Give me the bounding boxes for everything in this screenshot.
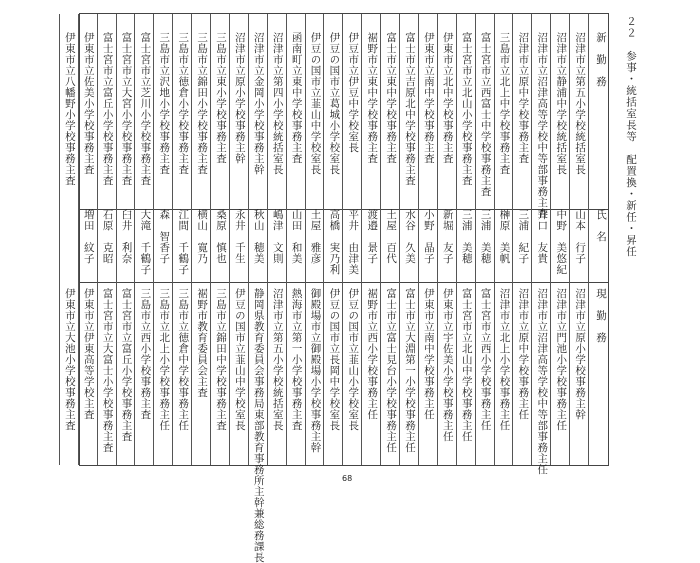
name-cell: 榊原 美帆: [498, 209, 511, 264]
table-row: [361, 14, 380, 465]
table-row: [59, 14, 78, 465]
name-cell: 新堀 友子: [441, 209, 454, 264]
current-post-cell: 沼津市立原中学校事務主任: [517, 288, 530, 420]
name-cell: 中野 美悠紀: [555, 209, 568, 275]
page-number: 68: [342, 474, 353, 483]
name-cell: 小野 晶子: [422, 209, 435, 264]
table-row: [248, 14, 267, 563]
table-row: [78, 14, 97, 465]
new-post-cell: 伊豆の国市立韮山中学校室長: [309, 32, 322, 175]
name-cell: 横山 寛乃: [196, 209, 209, 264]
table-row: [267, 14, 286, 465]
table-row: [475, 14, 494, 465]
current-post-cell: 静岡県教育委員会事務局東部教育事務所主幹兼総務課長: [252, 288, 265, 563]
name-cell: 江間 千鶴子: [177, 209, 190, 275]
new-post-cell: 裾野市立東中学校事務主査: [366, 32, 379, 164]
new-post-cell: 富士市立東中学校事務主査: [385, 32, 398, 164]
table-row: [418, 14, 437, 465]
table-row: [286, 14, 305, 465]
new-post-cell: 沼津市立沼津高等学校中等部事務主査: [536, 32, 549, 219]
current-post-cell: 富士市立富士見台小学校事務主任: [385, 288, 398, 453]
header-column: [588, 14, 610, 465]
current-post-cell: 沼津市立沼津高等学校中等部事務主任: [536, 288, 549, 475]
header-current-post: 現 勤 務: [595, 288, 607, 343]
table-row: [437, 14, 456, 465]
new-post-cell: 伊東市立北中学校事務主査: [441, 32, 454, 164]
name-cell: 土屋 雅彦: [309, 209, 322, 264]
table-row: [97, 14, 116, 465]
current-post-cell: 富士宮市立大富士小学校事務主査: [101, 288, 114, 453]
new-post-cell: 伊東市立南中学校事務主査: [422, 32, 435, 164]
table-row: [210, 14, 229, 465]
name-cell: 井口 友貴: [536, 209, 549, 264]
table-row: [380, 14, 399, 465]
name-cell: 三浦 美穂: [460, 209, 473, 264]
current-post-cell: 沼津市立第五小学校統括室長: [271, 288, 284, 431]
new-post-cell: 沼津市立金岡小学校事務主幹: [252, 32, 265, 175]
name-cell: 水谷 久美: [404, 209, 416, 264]
table-row: [191, 14, 210, 465]
current-post-cell: 三島市立徳倉中学校事務主任: [177, 288, 190, 431]
current-post-cell: 沼津市立北上小学校事務主任: [498, 288, 511, 431]
current-post-cell: 三島市立北上小学校事務主任: [158, 288, 171, 431]
new-post-cell: 伊豆市立伊豆中学校室長: [347, 32, 360, 153]
new-post-cell: 沼津市立第五小学校統括室長: [574, 32, 587, 175]
current-post-cell: 伊豆の国市立長岡中学校室長: [328, 288, 341, 431]
new-post-cell: 伊東市立佐美小学校事務主査: [82, 32, 95, 175]
current-post-cell: 御殿場市立御殿場小学校事務主幹: [309, 288, 322, 453]
new-post-cell: 富士宮市立北山小学校事務主査: [460, 32, 473, 186]
name-cell: 三浦 美穂: [479, 209, 492, 264]
name-cell: 土屋 百代: [385, 209, 398, 264]
name-cell: 永井 千生: [233, 209, 246, 264]
current-post-cell: 伊東市立宇佐美小学校事務主任: [441, 288, 454, 442]
new-post-cell: 富士宮市立富丘小学校事務主査: [101, 32, 114, 186]
current-post-cell: 沼津市立原小学校事務主幹: [574, 288, 587, 420]
table-row: [116, 14, 135, 465]
new-post-cell: 沼津市立静浦中学校統括室長: [555, 32, 568, 175]
new-post-cell: 三島市立北上中学校事務主査: [498, 32, 511, 175]
new-post-cell: 三島市立沢地小学校事務主査: [158, 32, 171, 175]
current-post-cell: 富士市立大淵第一小学校事務主任: [404, 288, 416, 453]
current-post-cell: 伊東市立大池小学校事務主査: [63, 288, 76, 431]
current-post-cell: 伊東市立南中学校事務主任: [422, 288, 435, 420]
current-post-cell: 富士宮市立北山中学校事務主任: [460, 288, 473, 442]
table-row: [569, 14, 588, 465]
table-row: [456, 14, 475, 465]
name-cell: 秋山 穂美: [252, 209, 265, 264]
new-post-cell: 沼津市立原中学校事務主査: [517, 32, 530, 164]
table-row: [550, 14, 569, 465]
new-post-cell: 函南町立東中学校事務主査: [290, 32, 303, 164]
table-row: [323, 14, 342, 465]
new-post-cell: 富士宮市立西富士中学校事務主査: [479, 32, 492, 197]
new-post-cell: 伊豆の国市立葛城小学校室長: [328, 32, 341, 175]
new-post-cell: 富士市立吉原北中学校事務主査: [404, 32, 416, 186]
section-title: ２２ 参事・統括室長等 配置換・新任・昇任: [625, 16, 637, 258]
current-post-cell: 沼津市立門池小学校事務主任: [555, 288, 568, 431]
name-cell: 山本 行子: [574, 209, 587, 264]
new-post-cell: 富士宮市立大宮小学校事務主査: [120, 32, 133, 186]
new-post-cell: 富士宮市立芝川小学校事務主査: [139, 32, 152, 186]
name-cell: 平井 由津美: [347, 209, 360, 275]
table-row: [134, 14, 153, 465]
name-cell: 臼井 利奈: [120, 209, 133, 264]
name-cell: 桑原 慎也: [215, 209, 227, 264]
name-cell: 山田 和美: [290, 209, 303, 264]
header-new-post: 新 勤 務: [595, 32, 607, 87]
new-post-cell: 伊東市立八幡野小学校事務主査: [63, 32, 76, 186]
table-row: [494, 14, 513, 465]
current-post-cell: 伊豆の国市立韮山小学校室長: [347, 288, 360, 431]
new-post-cell: 沼津市立原小学校事務主幹: [233, 32, 246, 164]
name-cell: 石原 克昭: [101, 209, 114, 264]
header-name: 氏 名: [595, 209, 607, 242]
current-post-cell: 三島市立西小学校事務主査: [139, 288, 152, 420]
current-post-cell: 伊豆の国市立韮山中学校室長: [233, 288, 246, 431]
name-cell: 渡邉 景子: [366, 209, 379, 264]
table-row: [229, 14, 248, 465]
current-post-cell: 富士宮市立富丘小学校事務主査: [120, 288, 133, 442]
table-row: [172, 14, 191, 465]
table-row: [399, 14, 418, 465]
current-post-cell: 熱海市立第一小学校事務主査: [290, 288, 303, 431]
current-post-cell: 富士宮市立西小学校事務主任: [479, 288, 492, 431]
table-row: [531, 14, 550, 475]
name-cell: 大滝 千鶴子: [139, 209, 152, 275]
current-post-cell: 裾野市立西小学校事務主任: [366, 288, 379, 420]
new-post-cell: 三島市立東小学校事務主査: [215, 32, 227, 164]
current-post-cell: 裾野市教育委員会主査: [196, 288, 209, 398]
name-cell: 増田 紋子: [82, 209, 95, 264]
table-row: [153, 14, 172, 465]
current-post-cell: 伊東市立伊東高等学校主査: [82, 288, 95, 420]
name-cell: 嶋津 文則: [271, 209, 284, 264]
name-cell: 高橋 実乃利: [328, 209, 341, 275]
new-post-cell: 三島市立徳倉小学校事務主査: [177, 32, 190, 175]
name-cell: 森 智香子: [158, 209, 171, 264]
current-post-cell: 三島市立錦田中学校事務主査: [215, 288, 227, 431]
new-post-cell: 三島市立錦田小学校事務主査: [196, 32, 209, 175]
new-post-cell: 沼津市立第四小学校統括室長: [271, 32, 284, 175]
table-row: [512, 14, 531, 465]
table-row: [305, 14, 324, 465]
name-cell: 三浦 紀子: [517, 209, 530, 264]
table-row: [342, 14, 361, 465]
